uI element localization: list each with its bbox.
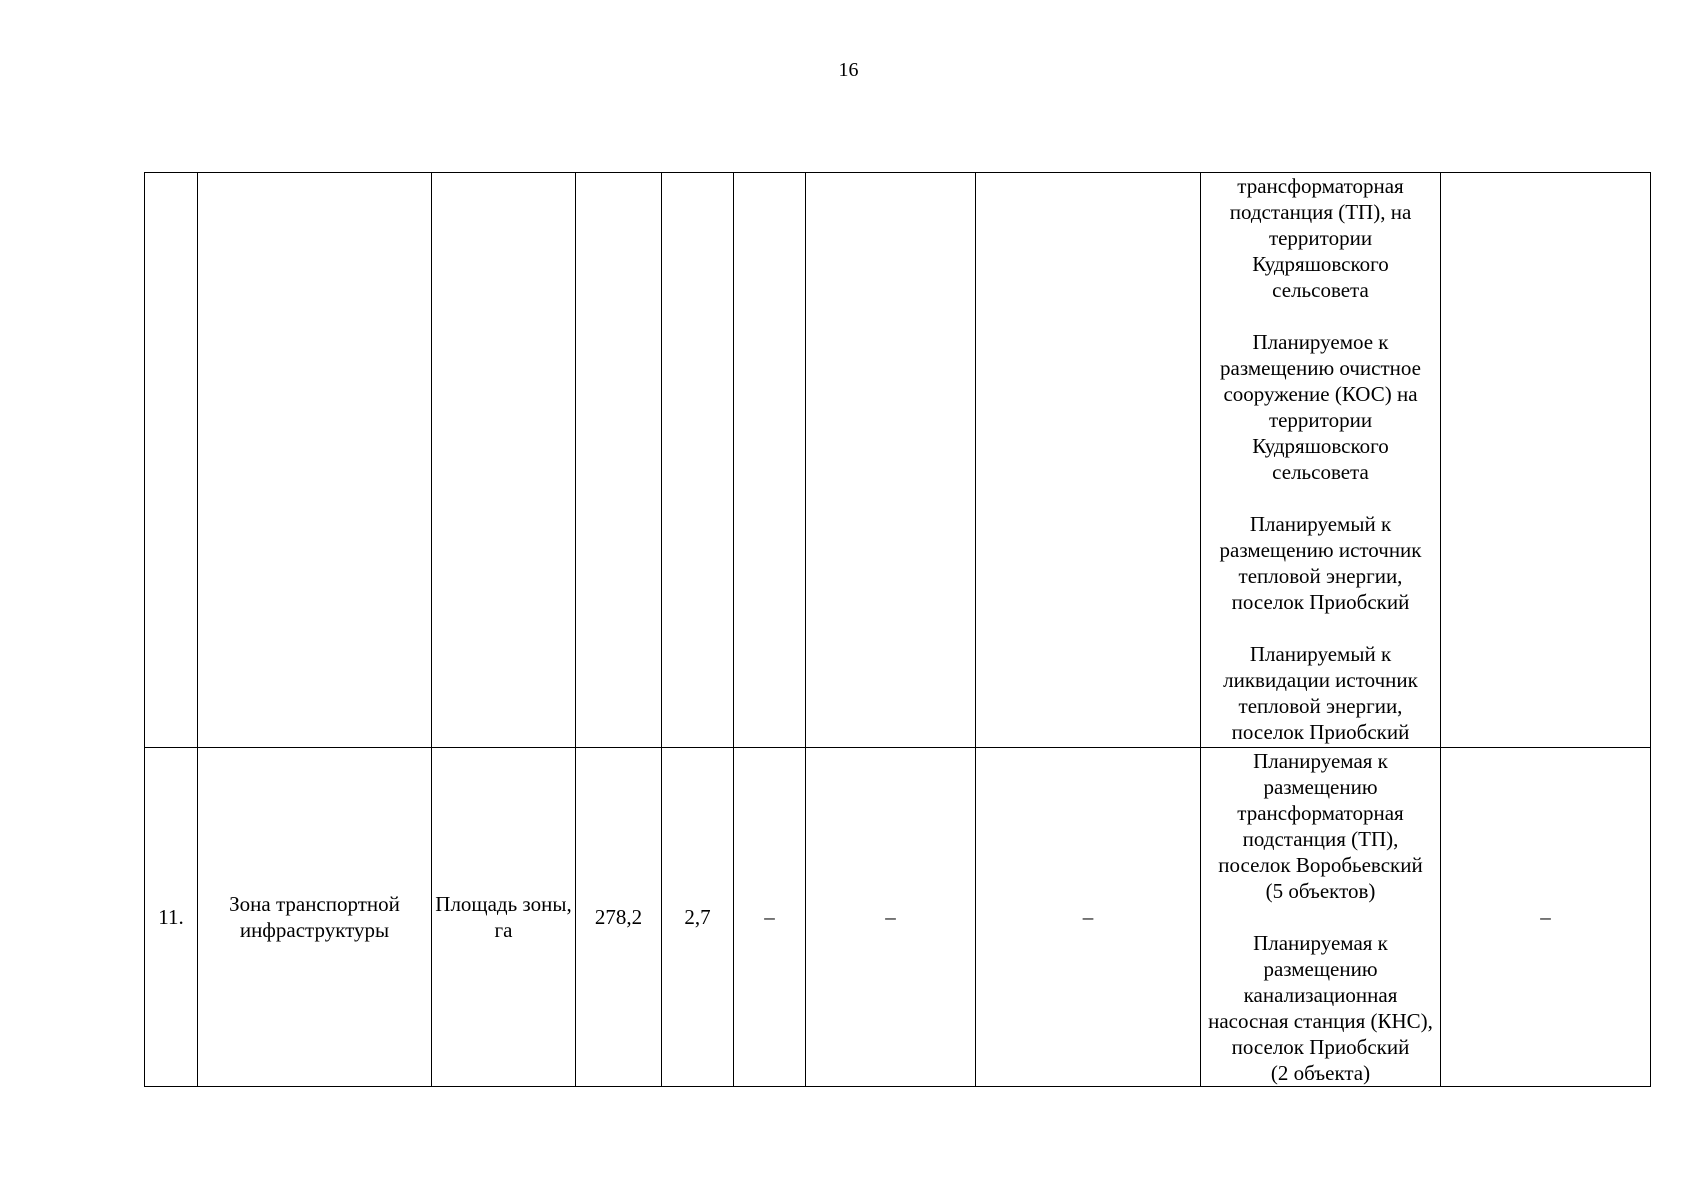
planned-object-text: трансформаторная подстанция (ТП), на территории Кудряшовского сельсовета bbox=[1229, 174, 1412, 302]
planned-object-text: Планируемый к размещению источник тепловой энергии, поселок Приобский bbox=[1219, 512, 1422, 614]
cell-row-number: 11. bbox=[145, 748, 198, 1087]
cell-parameter: Площадь зоны, га bbox=[432, 748, 576, 1087]
cell-empty bbox=[976, 173, 1201, 748]
planned-object-text: Планируемый к ликвидации источник тепловой энергии, поселок Приобский bbox=[1223, 642, 1418, 744]
cell-empty bbox=[662, 173, 734, 748]
table-row-11 bbox=[145, 748, 1651, 1087]
cell-value-3: – bbox=[734, 748, 806, 1087]
cell-value-last: – bbox=[1441, 748, 1651, 1087]
cell-empty bbox=[1441, 173, 1651, 748]
cell-empty bbox=[145, 173, 198, 748]
cell-value-2: 2,7 bbox=[662, 748, 734, 1087]
table-row-continued bbox=[145, 173, 1651, 748]
cell-empty bbox=[734, 173, 806, 748]
cell-value-5: – bbox=[976, 748, 1201, 1087]
cell-value-1: 278,2 bbox=[576, 748, 662, 1087]
planned-object-text: Планируемая к размещению канализационная насосная станция (КНС), поселок Приобский (2 объекта) bbox=[1208, 931, 1433, 1085]
cell-zone-name: Зона транспортной инфраструктуры bbox=[198, 748, 432, 1087]
cell-planned-objects bbox=[1201, 748, 1441, 1087]
page-number: 16 bbox=[838, 59, 859, 81]
cell-value-4: – bbox=[806, 748, 976, 1087]
zones-table bbox=[144, 172, 1651, 1087]
cell-empty bbox=[198, 173, 432, 748]
planned-object-text: Планируемая к размещению трансформаторная подстанция (ТП), поселок Воробьевский (5 объектов) bbox=[1218, 749, 1423, 903]
cell-empty bbox=[576, 173, 662, 748]
cell-empty bbox=[806, 173, 976, 748]
cell-empty bbox=[432, 173, 576, 748]
planned-object-text: Планируемое к размещению очистное сооружение (КОС) на территории Кудряшовского сельсовета bbox=[1220, 330, 1421, 484]
cell-planned-objects bbox=[1201, 173, 1441, 748]
